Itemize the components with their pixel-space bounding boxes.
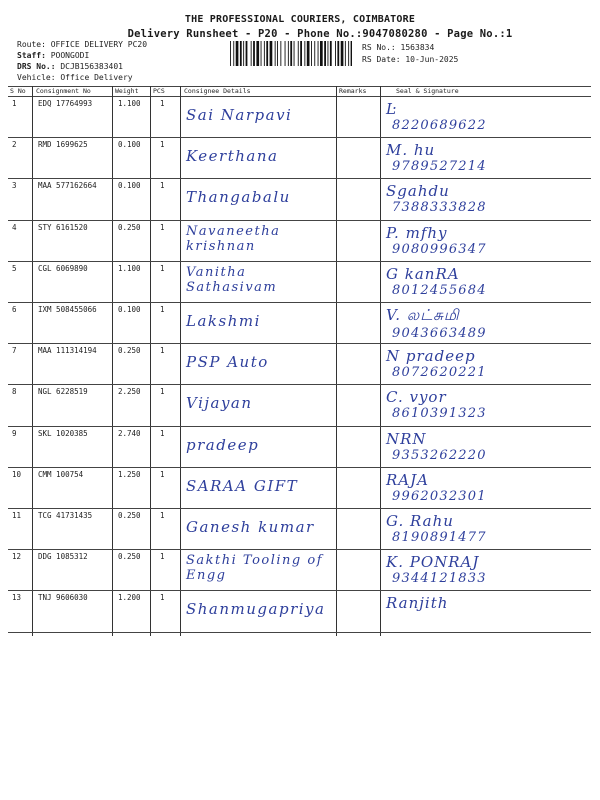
serial-number: 13 xyxy=(12,593,22,603)
row-rule xyxy=(8,467,591,468)
row-rule xyxy=(8,178,591,179)
signature-phone: 7388333828 xyxy=(392,200,487,216)
seal-signature xyxy=(386,512,487,545)
consignment-number: CGL 6069890 xyxy=(38,263,88,273)
signature-phone: 8190891477 xyxy=(392,530,487,545)
vehicle-label: Vehicle: xyxy=(17,73,56,82)
pieces-count: 1 xyxy=(160,428,165,438)
seal-signature xyxy=(386,141,487,174)
consignment-number: MAA 111314194 xyxy=(38,346,97,356)
consignment-number: NGL 6228519 xyxy=(38,387,88,397)
weight-value: 1.100 xyxy=(118,99,141,108)
consignee-name: Navaneetha krishnan xyxy=(186,223,281,254)
signature-scrawl: V. லட்சுமி xyxy=(386,306,460,324)
barcode-bar xyxy=(345,41,346,66)
row-rule xyxy=(8,220,591,221)
serial-number: 2 xyxy=(12,140,17,150)
consignee-name: pradeep xyxy=(186,435,260,454)
consignment-number: RMD 1699625 xyxy=(38,140,88,150)
barcode-bar xyxy=(261,41,262,66)
consignment-number: SKL 1020385 xyxy=(38,428,88,438)
consignment-number: DDG 1085312 xyxy=(38,552,88,562)
col-divider xyxy=(112,86,113,636)
barcode-bar xyxy=(330,41,332,66)
table-top-rule xyxy=(8,86,591,87)
seal-signature xyxy=(386,430,487,463)
consignee-name: Thangabalu xyxy=(186,188,291,207)
barcode-bar xyxy=(270,41,273,66)
rs-date-value: 10-Jun-2025 xyxy=(405,55,459,64)
vehicle-line xyxy=(17,73,133,82)
staff-line xyxy=(17,51,89,60)
pieces-count: 1 xyxy=(160,387,165,397)
consignment-number: TNJ 9606030 xyxy=(38,593,88,603)
serial-number: 9 xyxy=(12,428,17,438)
consignment-number: TCG 41731435 xyxy=(38,511,93,520)
col-header-weight: Weight xyxy=(115,87,139,95)
row-rule xyxy=(8,384,591,385)
weight-value: 1.250 xyxy=(118,469,141,479)
consignment-number: IXM 508455066 xyxy=(38,305,97,314)
route-label: Route: xyxy=(17,40,46,49)
col-divider xyxy=(336,86,337,636)
signature-phone: 9789527214 xyxy=(392,159,487,175)
col-header-remarks: Remarks xyxy=(339,87,367,95)
barcode-bar xyxy=(264,41,265,66)
col-divider xyxy=(180,86,181,636)
pieces-count: 1 xyxy=(160,346,165,356)
signature-phone: 9043663489 xyxy=(392,326,487,341)
consignment-number: MAA 577162664 xyxy=(38,181,97,191)
row-rule xyxy=(8,343,591,344)
signature-phone: 9080996347 xyxy=(392,241,487,257)
rs-no-label: RS No.: xyxy=(362,43,396,52)
pieces-count: 1 xyxy=(160,552,165,562)
row-rule xyxy=(8,426,591,427)
rs-no-line xyxy=(362,43,434,52)
weight-value: 0.100 xyxy=(118,181,141,191)
barcode-bar xyxy=(266,41,268,66)
consignee-name: Sai Narpavi xyxy=(186,106,293,124)
barcode-bar xyxy=(320,41,323,66)
signature-scrawl: G kanRA xyxy=(386,264,460,283)
rs-date-line xyxy=(362,55,458,64)
row-rule xyxy=(8,549,591,550)
barcode-bar xyxy=(298,41,299,66)
signature-phone: 8072620221 xyxy=(392,365,487,381)
seal-signature xyxy=(386,182,487,215)
barcode-bar xyxy=(314,41,315,66)
barcode-bar xyxy=(288,41,289,66)
pieces-count: 1 xyxy=(160,593,165,603)
weight-value: 1.100 xyxy=(118,263,141,273)
staff-value: POONGODI xyxy=(50,51,90,60)
seal-signature xyxy=(386,100,487,133)
pieces-count: 1 xyxy=(160,305,165,314)
signature-scrawl: N pradeep xyxy=(386,347,476,366)
col-header-consignment: Consignment No xyxy=(36,87,91,95)
seal-signature xyxy=(386,306,487,341)
signature-scrawl: Ranjith xyxy=(386,594,449,613)
signature-scrawl: M. hu xyxy=(386,141,436,160)
signature-scrawl: C. vyor xyxy=(386,388,447,407)
weight-value: 0.250 xyxy=(118,552,141,562)
barcode-bar xyxy=(240,41,242,66)
barcode-bar xyxy=(253,41,255,66)
row-rule xyxy=(8,137,591,138)
signature-scrawl: RAJA xyxy=(386,470,429,489)
col-header-pcs: PCS xyxy=(153,87,165,95)
seal-signature xyxy=(386,388,487,421)
barcode-bar xyxy=(351,41,352,66)
pieces-count: 1 xyxy=(160,263,165,273)
serial-number: 11 xyxy=(12,511,22,520)
col-divider xyxy=(150,86,151,636)
barcode-bar xyxy=(318,41,319,66)
route-value: OFFICE DELIVERY PC20 xyxy=(50,40,148,49)
barcode-bar xyxy=(348,41,349,66)
seal-signature xyxy=(386,347,487,380)
seal-signature xyxy=(386,224,487,257)
col-divider xyxy=(380,86,381,636)
barcode-bar xyxy=(290,41,292,66)
barcode-bar xyxy=(230,41,231,66)
serial-number: 8 xyxy=(12,387,17,397)
consignment-number: STY 6161520 xyxy=(38,222,88,232)
serial-number: 10 xyxy=(12,469,22,479)
seal-signature xyxy=(386,471,487,504)
signature-scrawl: G. Rahu xyxy=(386,512,454,530)
staff-label: Staff: xyxy=(17,51,46,60)
barcode-icon xyxy=(230,41,352,66)
pieces-count: 1 xyxy=(160,511,165,520)
seal-signature xyxy=(386,553,487,586)
barcode-bar xyxy=(307,41,310,66)
runsheet-table xyxy=(8,86,591,636)
signature-phone: 9962032301 xyxy=(392,488,487,504)
barcode-bar xyxy=(300,41,302,66)
col-header-seal: Seal & Signature xyxy=(396,87,459,95)
serial-number: 6 xyxy=(12,305,17,314)
barcode-bar xyxy=(233,41,234,66)
consignee-name: Shanmugapriya xyxy=(186,600,326,619)
serial-number: 1 xyxy=(12,99,17,108)
signature-scrawl: K. PONRAJ xyxy=(386,553,480,572)
weight-value: 0.100 xyxy=(118,305,141,314)
row-rule xyxy=(8,590,591,591)
route-line xyxy=(17,40,147,49)
barcode-bar xyxy=(335,41,336,66)
pieces-count: 1 xyxy=(160,469,165,479)
row-rule xyxy=(8,508,591,509)
barcode-bar xyxy=(341,41,344,66)
pieces-count: 1 xyxy=(160,99,165,108)
weight-value: 2.740 xyxy=(118,428,141,438)
consignee-name: PSP Auto xyxy=(186,353,269,372)
company-title: THE PROFESSIONAL COURIERS, COIMBATORE xyxy=(184,14,416,25)
serial-number: 12 xyxy=(12,552,22,562)
signature-phone: 9344121833 xyxy=(392,571,487,587)
seal-signature xyxy=(386,265,487,298)
barcode-bar xyxy=(243,41,244,66)
consignee-name: Lakshmi xyxy=(186,312,261,330)
consignee-name: SARAA GIFT xyxy=(186,476,299,495)
serial-number: 4 xyxy=(12,222,17,232)
barcode-bar xyxy=(328,41,329,66)
drs-line xyxy=(17,62,123,71)
drs-value: DCJB156383401 xyxy=(60,62,123,71)
col-header-consignee: Consignee Details xyxy=(184,87,251,95)
signature-scrawl: Sgahdu xyxy=(386,182,450,201)
serial-number: 7 xyxy=(12,346,17,356)
seal-signature xyxy=(386,594,448,612)
barcode-bar xyxy=(246,41,248,66)
serial-number: 3 xyxy=(12,181,17,191)
pieces-count: 1 xyxy=(160,140,165,150)
runsheet-title: Delivery Runsheet - P20 - Phone No.:9047080280 - Page No.:1 xyxy=(127,28,513,40)
signature-phone: 9353262220 xyxy=(392,447,487,463)
barcode-bar xyxy=(277,41,278,66)
consignee-name: Sakthi Tooling of Engg xyxy=(186,553,324,584)
table-header-rule xyxy=(8,96,591,97)
pieces-count: 1 xyxy=(160,222,165,232)
rs-no-value: 1563834 xyxy=(400,43,435,52)
barcode-bar xyxy=(337,41,339,66)
row-rule xyxy=(8,632,591,633)
signature-phone: 8012455684 xyxy=(392,282,487,298)
barcode-bar xyxy=(256,41,259,66)
consignment-number: CMM 100754 xyxy=(38,469,84,479)
barcode-bar xyxy=(251,41,252,66)
serial-number: 5 xyxy=(12,263,17,273)
consignment-number: EDQ 17764993 xyxy=(38,99,93,108)
signature-scrawl: P. mfhy xyxy=(386,223,448,242)
weight-value: 0.250 xyxy=(118,222,141,232)
signature-scrawl: NRN xyxy=(386,429,427,448)
barcode-bar xyxy=(280,41,281,66)
weight-value: 2.250 xyxy=(118,387,141,397)
col-divider xyxy=(32,86,33,636)
barcode-bar xyxy=(304,41,305,66)
signature-scrawl: Ŀ xyxy=(386,100,398,118)
barcode-bar xyxy=(294,41,295,66)
weight-value: 0.100 xyxy=(118,140,141,150)
barcode-bar xyxy=(285,41,286,66)
rs-date-label: RS Date: xyxy=(362,55,401,64)
barcode-bar xyxy=(324,41,326,66)
row-rule xyxy=(8,261,591,262)
col-header-sno: S No xyxy=(10,87,26,95)
barcode-bar xyxy=(311,41,312,66)
weight-value: 0.250 xyxy=(118,346,141,356)
signature-phone: 8220689622 xyxy=(392,118,487,133)
weight-value: 0.250 xyxy=(118,511,141,520)
drs-label: DRS No.: xyxy=(17,62,56,71)
consignee-name: Vijayan xyxy=(186,394,253,413)
consignee-name: Keerthana xyxy=(186,147,279,166)
pieces-count: 1 xyxy=(160,181,165,191)
barcode-bar xyxy=(236,41,239,66)
consignee-name: Ganesh kumar xyxy=(186,518,315,536)
barcode-bar xyxy=(275,41,276,66)
consignee-name: Vanitha Sathasivam xyxy=(186,264,278,295)
row-rule xyxy=(8,302,591,303)
weight-value: 1.200 xyxy=(118,593,141,603)
signature-phone: 8610391323 xyxy=(392,406,487,422)
vehicle-value: Office Delivery xyxy=(60,73,133,82)
